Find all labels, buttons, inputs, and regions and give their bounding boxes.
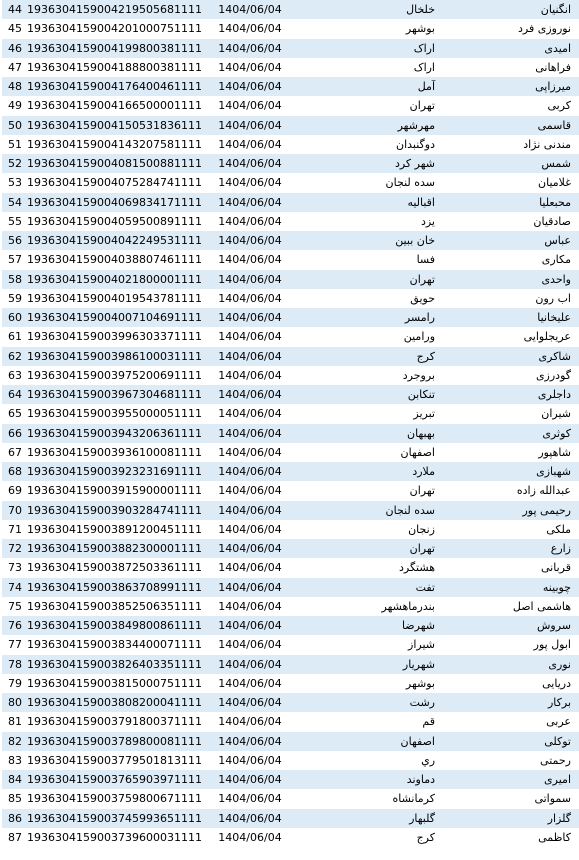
row-number: 70 bbox=[2, 501, 25, 520]
tracking-code: 1936304159004019543781111 bbox=[25, 289, 205, 308]
date-cell: 1404/06/04 bbox=[205, 0, 295, 19]
row-number: 82 bbox=[2, 732, 25, 751]
city-cell: بندرماهشهر bbox=[295, 597, 475, 616]
row-number: 66 bbox=[2, 424, 25, 443]
row-number: 48 bbox=[2, 77, 25, 96]
city-cell: بهبهان bbox=[295, 424, 475, 443]
date-cell: 1404/06/04 bbox=[205, 77, 295, 96]
table-row bbox=[2, 96, 579, 115]
tracking-code: 1936304159003852506351111 bbox=[25, 597, 205, 616]
tracking-code: 1936304159003872503361111 bbox=[25, 558, 205, 577]
surname-cell: توکلی bbox=[475, 732, 579, 751]
surname-cell: عربی bbox=[475, 712, 579, 731]
city-cell: اراک bbox=[295, 39, 475, 58]
table-row bbox=[2, 558, 579, 577]
row-number: 58 bbox=[2, 270, 25, 289]
date-cell: 1404/06/04 bbox=[205, 270, 295, 289]
row-number: 72 bbox=[2, 539, 25, 558]
date-cell: 1404/06/04 bbox=[205, 116, 295, 135]
surname-cell: شاکری bbox=[475, 347, 579, 366]
tracking-code: 1936304159004042249531111 bbox=[25, 231, 205, 250]
table-row bbox=[2, 193, 579, 212]
tracking-code: 1936304159003943206361111 bbox=[25, 424, 205, 443]
date-cell: 1404/06/04 bbox=[205, 96, 295, 115]
tracking-code: 1936304159003789800081111 bbox=[25, 732, 205, 751]
surname-cell: داجلری bbox=[475, 385, 579, 404]
date-cell: 1404/06/04 bbox=[205, 770, 295, 789]
row-number: 76 bbox=[2, 616, 25, 635]
table-row bbox=[2, 578, 579, 597]
city-cell: اقبالیه bbox=[295, 193, 475, 212]
row-number: 52 bbox=[2, 154, 25, 173]
date-cell: 1404/06/04 bbox=[205, 39, 295, 58]
date-cell: 1404/06/04 bbox=[205, 481, 295, 500]
table-row bbox=[2, 732, 579, 751]
date-cell: 1404/06/04 bbox=[205, 58, 295, 77]
table-row bbox=[2, 424, 579, 443]
table-row bbox=[2, 212, 579, 231]
tracking-code: 1936304159004166500001111 bbox=[25, 96, 205, 115]
surname-cell: عباس bbox=[475, 231, 579, 250]
date-cell: 1404/06/04 bbox=[205, 193, 295, 212]
surname-cell: سمواتی bbox=[475, 789, 579, 808]
city-cell: خلخال bbox=[295, 0, 475, 19]
tracking-code: 1936304159003826403351111 bbox=[25, 655, 205, 674]
surname-cell: اب رون bbox=[475, 289, 579, 308]
surname-cell: ابول پور bbox=[475, 635, 579, 654]
date-cell: 1404/06/04 bbox=[205, 212, 295, 231]
table-row bbox=[2, 39, 579, 58]
row-number: 61 bbox=[2, 327, 25, 346]
city-cell: ورامین bbox=[295, 327, 475, 346]
table-row bbox=[2, 539, 579, 558]
surname-cell: میرزاپی bbox=[475, 77, 579, 96]
date-cell: 1404/06/04 bbox=[205, 578, 295, 597]
row-number: 59 bbox=[2, 289, 25, 308]
table-row bbox=[2, 366, 579, 385]
row-number: 56 bbox=[2, 231, 25, 250]
city-cell: یزد bbox=[295, 212, 475, 231]
table-row bbox=[2, 770, 579, 789]
surname-cell: رحیمی پور bbox=[475, 501, 579, 520]
surname-cell: صادقیان bbox=[475, 212, 579, 231]
date-cell: 1404/06/04 bbox=[205, 674, 295, 693]
table-row bbox=[2, 693, 579, 712]
tracking-code: 1936304159003936100081111 bbox=[25, 443, 205, 462]
surname-cell: کوثری bbox=[475, 424, 579, 443]
surname-cell: عریجلوایی bbox=[475, 327, 579, 346]
city-cell: زنجان bbox=[295, 520, 475, 539]
date-cell: 1404/06/04 bbox=[205, 19, 295, 38]
row-number: 51 bbox=[2, 135, 25, 154]
tracking-code: 1936304159004143207581111 bbox=[25, 135, 205, 154]
city-cell: حویق bbox=[295, 289, 475, 308]
date-cell: 1404/06/04 bbox=[205, 655, 295, 674]
date-cell: 1404/06/04 bbox=[205, 462, 295, 481]
row-number: 47 bbox=[2, 58, 25, 77]
city-cell: اصفهان bbox=[295, 732, 475, 751]
table-row bbox=[2, 77, 579, 96]
surname-cell: نوری bbox=[475, 655, 579, 674]
row-number: 87 bbox=[2, 828, 25, 847]
city-cell: تهران bbox=[295, 539, 475, 558]
date-cell: 1404/06/04 bbox=[205, 250, 295, 269]
surname-cell: فراهانی bbox=[475, 58, 579, 77]
tracking-code: 1936304159003903284741111 bbox=[25, 501, 205, 520]
date-cell: 1404/06/04 bbox=[205, 539, 295, 558]
table-row bbox=[2, 289, 579, 308]
tracking-code: 1936304159003967304681111 bbox=[25, 385, 205, 404]
row-number: 45 bbox=[2, 19, 25, 38]
city-cell: اراک bbox=[295, 58, 475, 77]
surname-cell: محبعلیا bbox=[475, 193, 579, 212]
date-cell: 1404/06/04 bbox=[205, 443, 295, 462]
row-number: 60 bbox=[2, 308, 25, 327]
city-cell: کرج bbox=[295, 828, 475, 847]
tracking-code: 1936304159004188800381111 bbox=[25, 58, 205, 77]
tracking-code: 1936304159004007104691111 bbox=[25, 308, 205, 327]
date-cell: 1404/06/04 bbox=[205, 501, 295, 520]
tracking-code: 1936304159003955000051111 bbox=[25, 404, 205, 423]
table-row bbox=[2, 520, 579, 539]
surname-cell: هاشمی اصل bbox=[475, 597, 579, 616]
surname-cell: نوروزی فرد bbox=[475, 19, 579, 38]
surname-cell: دریایی bbox=[475, 674, 579, 693]
city-cell: بوشهر bbox=[295, 674, 475, 693]
surname-cell: عبدالله زاده bbox=[475, 481, 579, 500]
row-number: 65 bbox=[2, 404, 25, 423]
row-number: 86 bbox=[2, 809, 25, 828]
surname-cell: مندنی نژاد bbox=[475, 135, 579, 154]
tracking-code: 1936304159003739600031111 bbox=[25, 828, 205, 847]
table-row bbox=[2, 674, 579, 693]
city-cell: تفت bbox=[295, 578, 475, 597]
row-number: 50 bbox=[2, 116, 25, 135]
tracking-code: 1936304159003808200041111 bbox=[25, 693, 205, 712]
tracking-code: 1936304159003759800671111 bbox=[25, 789, 205, 808]
surname-cell: واحدی bbox=[475, 270, 579, 289]
city-cell: تهران bbox=[295, 96, 475, 115]
tracking-code: 1936304159004081500881111 bbox=[25, 154, 205, 173]
city-cell: ملارد bbox=[295, 462, 475, 481]
city-cell: کرج bbox=[295, 347, 475, 366]
city-cell: سده لنجان bbox=[295, 173, 475, 192]
row-number: 68 bbox=[2, 462, 25, 481]
tracking-code: 1936304159004021800001111 bbox=[25, 270, 205, 289]
surname-cell: شیران bbox=[475, 404, 579, 423]
table-row bbox=[2, 327, 579, 346]
tracking-code: 1936304159003863708991111 bbox=[25, 578, 205, 597]
table-row bbox=[2, 173, 579, 192]
table-row bbox=[2, 635, 579, 654]
city-cell: تبریز bbox=[295, 404, 475, 423]
row-number: 63 bbox=[2, 366, 25, 385]
row-number: 77 bbox=[2, 635, 25, 654]
surname-cell: شمس bbox=[475, 154, 579, 173]
city-cell: رامسر bbox=[295, 308, 475, 327]
city-cell: کرمانشاه bbox=[295, 789, 475, 808]
date-cell: 1404/06/04 bbox=[205, 347, 295, 366]
table-row bbox=[2, 712, 579, 731]
tracking-code: 1936304159003891200451111 bbox=[25, 520, 205, 539]
surname-cell: شهبازی bbox=[475, 462, 579, 481]
surname-cell: شاهپور bbox=[475, 443, 579, 462]
table-row bbox=[2, 250, 579, 269]
date-cell: 1404/06/04 bbox=[205, 712, 295, 731]
date-cell: 1404/06/04 bbox=[205, 173, 295, 192]
city-cell: تهران bbox=[295, 270, 475, 289]
tracking-code: 1936304159004150531836111 bbox=[25, 116, 205, 135]
date-cell: 1404/06/04 bbox=[205, 135, 295, 154]
row-number: 54 bbox=[2, 193, 25, 212]
city-cell: بوشهر bbox=[295, 19, 475, 38]
row-number: 80 bbox=[2, 693, 25, 712]
date-cell: 1404/06/04 bbox=[205, 789, 295, 808]
date-cell: 1404/06/04 bbox=[205, 616, 295, 635]
tracking-code: 1936304159004038807461111 bbox=[25, 250, 205, 269]
tracking-code: 1936304159004199800381111 bbox=[25, 39, 205, 58]
tracking-code: 1936304159003986100031111 bbox=[25, 347, 205, 366]
surname-cell: کاظمی bbox=[475, 828, 579, 847]
table-row bbox=[2, 501, 579, 520]
date-cell: 1404/06/04 bbox=[205, 385, 295, 404]
surname-cell: قربانی bbox=[475, 558, 579, 577]
table-row bbox=[2, 270, 579, 289]
city-cell: آمل bbox=[295, 77, 475, 96]
table-row bbox=[2, 809, 579, 828]
surname-cell: زارع bbox=[475, 539, 579, 558]
date-cell: 1404/06/04 bbox=[205, 809, 295, 828]
table-row bbox=[2, 135, 579, 154]
table-row bbox=[2, 231, 579, 250]
row-number: 55 bbox=[2, 212, 25, 231]
row-number: 53 bbox=[2, 173, 25, 192]
city-cell: رشت bbox=[295, 693, 475, 712]
tracking-code: 1936304159003779501813111 bbox=[25, 751, 205, 770]
table-row bbox=[2, 751, 579, 770]
row-number: 85 bbox=[2, 789, 25, 808]
table-row bbox=[2, 828, 579, 847]
row-number: 57 bbox=[2, 250, 25, 269]
row-number: 64 bbox=[2, 385, 25, 404]
city-cell: ري bbox=[295, 751, 475, 770]
row-number: 75 bbox=[2, 597, 25, 616]
row-number: 71 bbox=[2, 520, 25, 539]
tracking-code: 1936304159003923231691111 bbox=[25, 462, 205, 481]
city-cell: اصفهان bbox=[295, 443, 475, 462]
date-cell: 1404/06/04 bbox=[205, 154, 295, 173]
table-row bbox=[2, 154, 579, 173]
city-cell: بروجرد bbox=[295, 366, 475, 385]
city-cell: گلبهار bbox=[295, 809, 475, 828]
surname-cell: گودرزی bbox=[475, 366, 579, 385]
city-cell: دماوند bbox=[295, 770, 475, 789]
table-row bbox=[2, 347, 579, 366]
city-cell: قم bbox=[295, 712, 475, 731]
table-row bbox=[2, 0, 579, 19]
tracking-code: 1936304159003765903971111 bbox=[25, 770, 205, 789]
table-row bbox=[2, 462, 579, 481]
table-row bbox=[2, 116, 579, 135]
city-cell: سده لنجان bbox=[295, 501, 475, 520]
surname-cell: انگنیان bbox=[475, 0, 579, 19]
row-number: 73 bbox=[2, 558, 25, 577]
table-row bbox=[2, 19, 579, 38]
row-number: 79 bbox=[2, 674, 25, 693]
records-table bbox=[2, 0, 579, 847]
tracking-code: 1936304159004059500891111 bbox=[25, 212, 205, 231]
tracking-code: 1936304159004219505681111 bbox=[25, 0, 205, 19]
date-cell: 1404/06/04 bbox=[205, 231, 295, 250]
surname-cell: گلزار bbox=[475, 809, 579, 828]
city-cell: شهرضا bbox=[295, 616, 475, 635]
row-number: 81 bbox=[2, 712, 25, 731]
date-cell: 1404/06/04 bbox=[205, 751, 295, 770]
tracking-code: 1936304159003996303371111 bbox=[25, 327, 205, 346]
city-cell: هشتگرد bbox=[295, 558, 475, 577]
table-row bbox=[2, 616, 579, 635]
row-number: 78 bbox=[2, 655, 25, 674]
city-cell: فسا bbox=[295, 250, 475, 269]
tracking-code: 1936304159003791800371111 bbox=[25, 712, 205, 731]
row-number: 67 bbox=[2, 443, 25, 462]
city-cell: خان ببین bbox=[295, 231, 475, 250]
table-row bbox=[2, 443, 579, 462]
row-number: 46 bbox=[2, 39, 25, 58]
surname-cell: کربی bbox=[475, 96, 579, 115]
surname-cell: قاسمی bbox=[475, 116, 579, 135]
row-number: 69 bbox=[2, 481, 25, 500]
table-row bbox=[2, 58, 579, 77]
tracking-code: 1936304159004201000751111 bbox=[25, 19, 205, 38]
city-cell: شهریار bbox=[295, 655, 475, 674]
table-row bbox=[2, 404, 579, 423]
date-cell: 1404/06/04 bbox=[205, 732, 295, 751]
date-cell: 1404/06/04 bbox=[205, 597, 295, 616]
surname-cell: برکار bbox=[475, 693, 579, 712]
surname-cell: مکاری bbox=[475, 250, 579, 269]
surname-cell: چوبینه bbox=[475, 578, 579, 597]
table-row bbox=[2, 308, 579, 327]
date-cell: 1404/06/04 bbox=[205, 635, 295, 654]
date-cell: 1404/06/04 bbox=[205, 558, 295, 577]
tracking-code: 1936304159004075284741111 bbox=[25, 173, 205, 192]
date-cell: 1404/06/04 bbox=[205, 366, 295, 385]
date-cell: 1404/06/04 bbox=[205, 404, 295, 423]
tracking-code: 1936304159003815000751111 bbox=[25, 674, 205, 693]
row-number: 84 bbox=[2, 770, 25, 789]
row-number: 62 bbox=[2, 347, 25, 366]
row-number: 74 bbox=[2, 578, 25, 597]
row-number: 49 bbox=[2, 96, 25, 115]
surname-cell: سروش bbox=[475, 616, 579, 635]
city-cell: دوگنبدان bbox=[295, 135, 475, 154]
tracking-code: 1936304159004176400461111 bbox=[25, 77, 205, 96]
table-row bbox=[2, 597, 579, 616]
city-cell: تنکابن bbox=[295, 385, 475, 404]
city-cell: تهران bbox=[295, 481, 475, 500]
tracking-code: 1936304159004069834171111 bbox=[25, 193, 205, 212]
date-cell: 1404/06/04 bbox=[205, 308, 295, 327]
tracking-code: 1936304159003849800861111 bbox=[25, 616, 205, 635]
row-number: 83 bbox=[2, 751, 25, 770]
surname-cell: امیدی bbox=[475, 39, 579, 58]
date-cell: 1404/06/04 bbox=[205, 327, 295, 346]
tracking-code: 1936304159003745993651111 bbox=[25, 809, 205, 828]
tracking-code: 1936304159003975200691111 bbox=[25, 366, 205, 385]
city-cell: شیراز bbox=[295, 635, 475, 654]
surname-cell: غلامیان bbox=[475, 173, 579, 192]
surname-cell: امیری bbox=[475, 770, 579, 789]
tracking-code: 1936304159003882300001111 bbox=[25, 539, 205, 558]
table-row bbox=[2, 385, 579, 404]
surname-cell: رحمتی bbox=[475, 751, 579, 770]
date-cell: 1404/06/04 bbox=[205, 693, 295, 712]
row-number: 44 bbox=[2, 0, 25, 19]
surname-cell: علیخانیا bbox=[475, 308, 579, 327]
city-cell: شهر کرد bbox=[295, 154, 475, 173]
tracking-code: 1936304159003915900001111 bbox=[25, 481, 205, 500]
tracking-code: 1936304159003834400071111 bbox=[25, 635, 205, 654]
records-table-body bbox=[2, 0, 579, 847]
date-cell: 1404/06/04 bbox=[205, 424, 295, 443]
table-row bbox=[2, 789, 579, 808]
surname-cell: ملکی bbox=[475, 520, 579, 539]
date-cell: 1404/06/04 bbox=[205, 289, 295, 308]
date-cell: 1404/06/04 bbox=[205, 828, 295, 847]
date-cell: 1404/06/04 bbox=[205, 520, 295, 539]
table-row bbox=[2, 655, 579, 674]
city-cell: مهرشهر bbox=[295, 116, 475, 135]
table-row bbox=[2, 481, 579, 500]
